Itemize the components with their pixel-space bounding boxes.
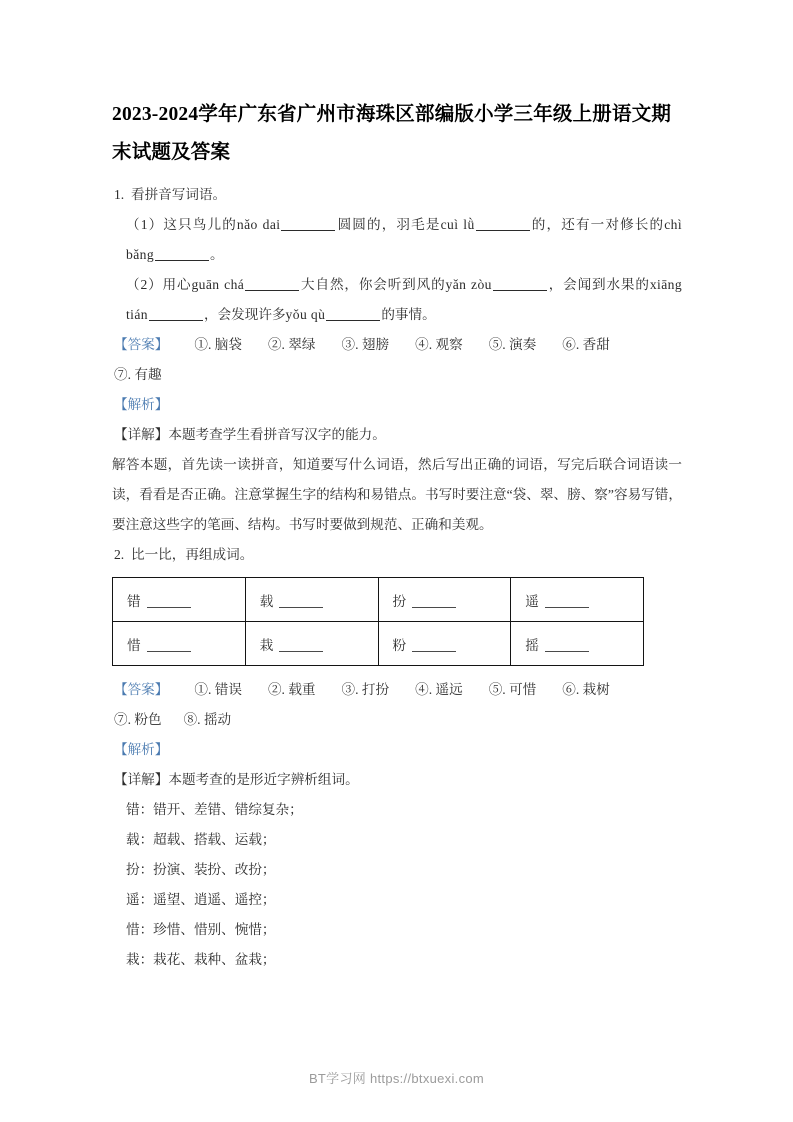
table-cell[interactable]: [113, 578, 246, 622]
question-2-detail-head: 【详解】本题考查的是形近字辨析组词。: [114, 772, 359, 787]
table-cell[interactable]: [511, 622, 644, 666]
answer-item: ⑦. 粉色: [114, 712, 162, 727]
question-2-stem-text: 比一比，再组成词。: [131, 547, 254, 562]
answer-item: ⑦. 有趣: [114, 367, 162, 382]
question-1-number: 1.: [114, 187, 125, 202]
table-cell[interactable]: [245, 622, 378, 666]
table-row: [113, 622, 644, 666]
cell-answer-blank[interactable]: [147, 594, 191, 608]
part-text-seg-4: 。: [210, 247, 224, 262]
answer-blank[interactable]: [326, 306, 380, 321]
pinyin-xiang-tian: xiāng tián: [126, 277, 683, 322]
table-row: [113, 578, 644, 622]
cell-character: 扮: [392, 593, 407, 609]
detail-item-yao-far: 遥：遥望、逍遥、遥控；: [126, 892, 276, 907]
part-text-seg-1: 这只鸟儿的: [163, 217, 237, 232]
cell-answer-blank[interactable]: [545, 638, 589, 652]
detail-item-zai-load: 载：超载、搭载、运载；: [126, 832, 276, 847]
pinyin-nao-dai: nǎo dai: [236, 217, 281, 232]
question-2-answer-line-2: [112, 705, 682, 735]
answer-item: ⑧. 摇动: [183, 712, 232, 727]
cell-character: 惜: [127, 637, 141, 653]
question-1-answer-line-1: [112, 330, 682, 360]
analysis-label: 【解析】: [114, 397, 169, 412]
cell-character: 栽: [259, 637, 274, 653]
answer-item: ⑥. 栽树: [562, 682, 610, 697]
pinyin-yan-zou: yǎn zòu: [445, 277, 492, 292]
answer-blank[interactable]: [493, 276, 547, 291]
part-marker: （1）: [126, 217, 164, 232]
answer-item: ⑤. 演奏: [488, 337, 537, 352]
answer-item: ①. 错误: [194, 682, 242, 697]
answer-item: ④. 观察: [415, 337, 463, 352]
cell-answer-blank[interactable]: [279, 594, 323, 608]
answer-item: ④. 遥远: [415, 682, 463, 697]
question-1-part-1: [112, 210, 682, 270]
pinyin-cui-lv: cuì lǜ: [440, 217, 475, 232]
answer-label: 【答案】: [114, 682, 169, 697]
part-text-seg-2: 大自然，你会听到风的: [300, 277, 446, 292]
pinyin-chi-bang: chì bǎng: [126, 217, 683, 262]
cell-character: 粉: [392, 637, 407, 653]
answer-blank[interactable]: [245, 276, 299, 291]
question-1-stem: [112, 180, 682, 210]
answer-blank[interactable]: [281, 216, 335, 231]
answer-label: 【答案】: [114, 337, 169, 352]
question-1-detail-head: 【详解】本题考查学生看拼音写汉字的能力。: [114, 427, 386, 442]
table-cell[interactable]: [378, 578, 511, 622]
cell-answer-blank[interactable]: [412, 594, 456, 608]
document-content: [112, 96, 682, 975]
answer-item: ①. 脑袋: [194, 337, 242, 352]
cell-character: 错: [127, 593, 141, 609]
footer-watermark: BT学习网 https://btxuexi.com: [308, 1071, 485, 1086]
pinyin-guan-cha: guān chá: [191, 277, 245, 292]
answer-blank[interactable]: [476, 216, 530, 231]
table-cell[interactable]: [113, 622, 246, 666]
table-cell[interactable]: [511, 578, 644, 622]
detail-item-xi: 惜：珍惜、惜别、惋惜；: [126, 922, 276, 937]
question-1-part-2: [112, 270, 682, 330]
question-2-answer-line-1: [112, 675, 682, 705]
answer-item: ③. 打扮: [341, 682, 390, 697]
part-text-seg-4: ，会发现许多: [203, 307, 286, 322]
cell-answer-blank[interactable]: [279, 638, 323, 652]
question-2-number: 2.: [114, 547, 125, 562]
analysis-label: 【解析】: [114, 742, 169, 757]
answer-item: ②. 载重: [267, 682, 316, 697]
answer-blank[interactable]: [149, 306, 203, 321]
part-text-seg-1: 用心: [162, 277, 192, 292]
cell-answer-blank[interactable]: [147, 638, 191, 652]
part-text-seg-5: 的事情。: [381, 307, 436, 322]
part-marker: （2）: [126, 277, 163, 292]
question-1-answer-line-2: [112, 360, 682, 390]
cell-character: 摇: [525, 637, 539, 653]
part-text-seg-3: ，会闻到水果的: [547, 277, 650, 292]
answer-item: ③. 翅膀: [341, 337, 390, 352]
answer-item: ②. 翠绿: [267, 337, 316, 352]
answer-blank[interactable]: [155, 246, 209, 261]
part-text-seg-3: 的，还有一对修长的: [530, 217, 665, 232]
detail-item-ban: 扮：扮演、装扮、改扮；: [126, 862, 276, 877]
page-title: 2023-2024学年广东省广州市海珠区部编版小学三年级上册语文期末试题及答案: [112, 104, 672, 163]
answer-item: ⑥. 香甜: [562, 337, 610, 352]
cell-character: 遥: [525, 593, 539, 609]
answer-item: ⑤. 可惜: [488, 682, 537, 697]
table-cell[interactable]: [378, 622, 511, 666]
pinyin-you-qu: yǒu qù: [285, 307, 326, 322]
cell-answer-blank[interactable]: [412, 638, 456, 652]
question-2-stem: [112, 540, 682, 570]
table-cell[interactable]: [245, 578, 378, 622]
question-2-analysis-label: [112, 735, 682, 765]
question-1-analysis-label: [112, 390, 682, 420]
cell-answer-blank[interactable]: [545, 594, 589, 608]
detail-item-zai-plant: 栽：栽花、栽种、盆栽；: [126, 952, 276, 967]
question-1-stem-text: 看拼音写词语。: [131, 187, 227, 202]
question-1-detail-body: 解答本题，首先读一读拼音，知道要写什么词语，然后写出正确的词语，写完后联合词语读一读，看看是否正确。注意掌握生字的结构和易错点。书写时要注意“袋、翠、膀、察”容易写错，要注意这些字的笔画、结构。书写时要做到规范、正确和美观。: [112, 457, 682, 532]
cell-character: 载: [259, 593, 274, 609]
word-building-table: [112, 577, 644, 666]
part-text-seg-2: 圆圆的，羽毛是: [336, 217, 441, 232]
detail-item-cuo: 错：错开、差错、错综复杂；: [126, 802, 303, 817]
